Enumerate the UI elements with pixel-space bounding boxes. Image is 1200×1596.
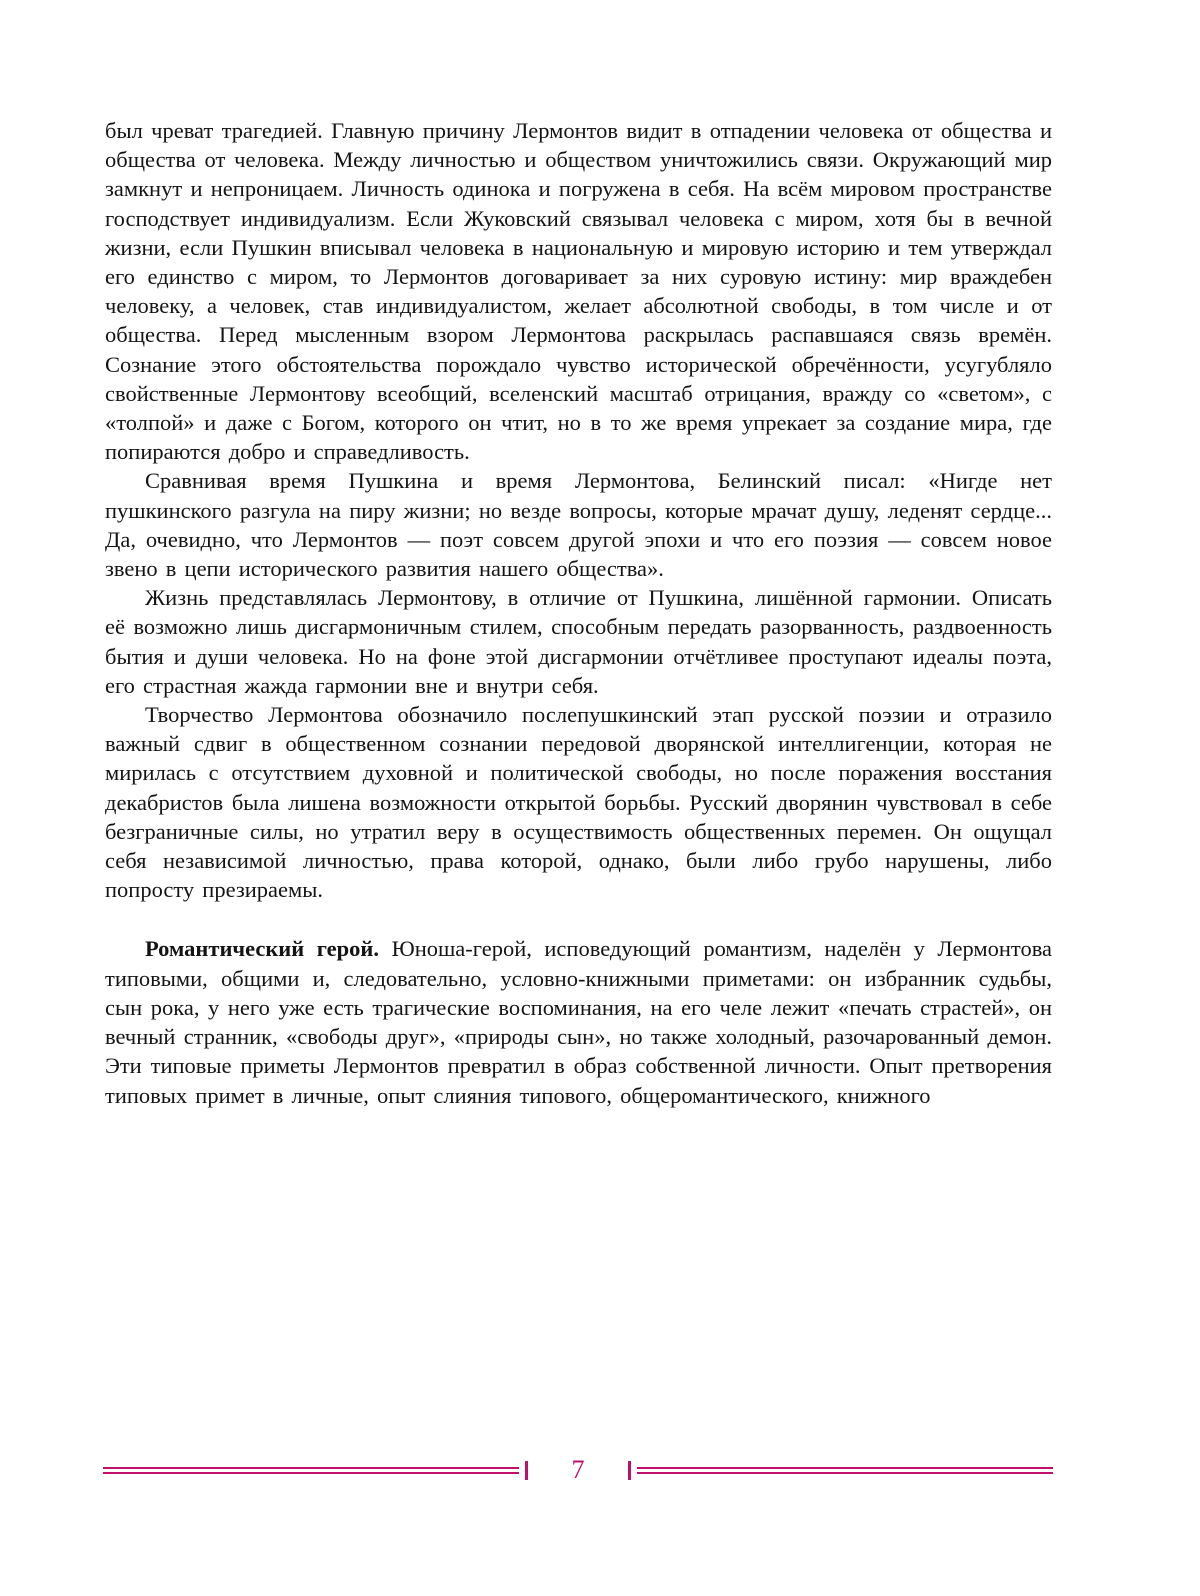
paragraph-text: Юноша-герой, исповедующий романтизм, наделён у Лермонтова типовыми, общими и, следовательно, условно-книжными приметами: он избранник судьбы, сын рока, у него уже есть трагические воспоминания, на его челе лежит «печать страстей», он вечный странник, «свободы друг», «природы сын», но также холодный, разочарованный демон. Эти типовые приметы Лермонтов превратил в образ собственной личности. Опыт претворения типовых примет в личные, опыт слияния типового, общеромантического, книжного bbox=[105, 936, 1053, 1108]
footer-rule-left bbox=[103, 1467, 519, 1474]
page-text bbox=[105, 116, 1052, 1110]
paragraph: Творчество Лермонтова обозначило послепушкинский этап русской поэзии и отразило важный сдвиг в общественном сознании передовой дворянской интеллигенции, которая не мирилась с отсутствием духовной и политической свободы, но после поражения восстания декабристов была лишена возможности открытой борьбы. Русский дворянин чувствовал в себе безграничные силы, но утратил веру в осуществимость общественных перемен. Он ощущал себя независимой личностью, права которой, однако, были либо грубо нарушены, либо попросту презираемы. bbox=[105, 702, 1052, 903]
footer-tick-right bbox=[628, 1461, 631, 1480]
paragraph: Жизнь представлялась Лермонтову, в отличие от Пушкина, лишённой гармонии. Описать её возможно лишь дисгармоничным стилем, способным передать разорванность, раздвоенность бытия и души человека. Но на фоне этой дисгармонии отчётливее проступают идеалы поэта, его страстная жажда гармонии вне и внутри себя. bbox=[105, 585, 1052, 698]
paragraph: был чреват трагедией. Главную причину Лермонтов видит в отпадении человека от общества и общества от человека. Между личностью и обществом уничтожились связи. Окружающий мир замкнут и непроницаем. Личность одинока и погружена в себя. На всём мировом пространстве господствует индивидуализм. Если Жуковский связывал человека с миром, хотя бы в вечной жизни, если Пушкин вписывал человека в национальную и мировую историю и тем утверждал его единство с миром, то Лермонтов договаривает за них суровую истину: мир враждебен человеку, а человек, став индивидуалистом, желает абсолютной свободы, в том числе и от общества. Перед мысленным взором Лермонтова раскрылась распавшаяся связь времён. Сознание этого обстоятельства порождало чувство исторической обречённости, усугубляло свойственные Лермонтову всеобщий, вселенский масштаб отрицания, вражду со «светом», с «толпой» и даже с Богом, которого он чтит, но в то же время упрекает за создание мира, где попираются добро и справедливость. bbox=[105, 118, 1052, 465]
paragraph-lead: Романтический герой. bbox=[145, 936, 380, 962]
page-number: 7 bbox=[571, 1455, 585, 1484]
page-footer bbox=[103, 1457, 1053, 1483]
footer-rule-right bbox=[637, 1467, 1053, 1474]
paragraph: Сравнивая время Пушкина и время Лермонтова, Белинский писал: «Нигде нет пушкинского разгула на пиру жизни; но везде вопросы, которые мрачат душу, леденят сердце... Да, очевидно, что Лермонтов — поэт совсем другой эпохи и что его поэзия — совсем новое звено в цепи исторического развития нашего общества». bbox=[105, 468, 1052, 582]
paragraph-romantic-hero bbox=[105, 934, 1052, 1109]
